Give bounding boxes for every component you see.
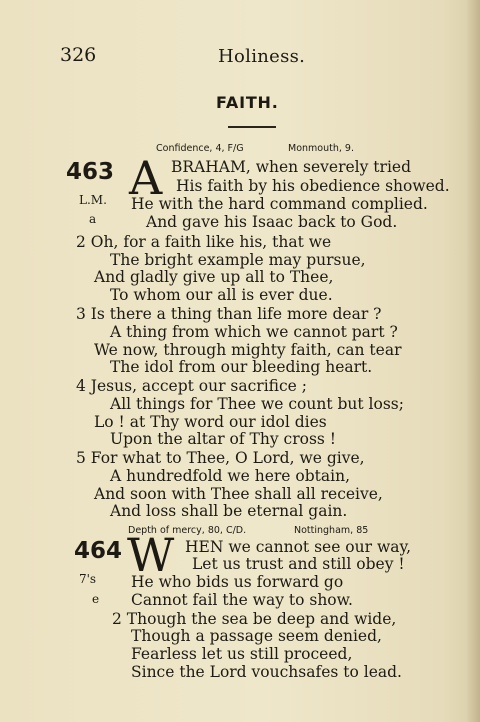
verse-line: Lo ! at Thy word our idol dies	[94, 413, 327, 431]
verse-line: Since the Lord vouchsafes to lead.	[131, 663, 402, 681]
page-number: 326	[60, 44, 97, 66]
verse-line: HEN we cannot see our way,	[185, 538, 412, 556]
page-edge-shadow	[466, 0, 480, 722]
key-label: a	[89, 212, 97, 226]
verse-line: His faith by his obedience showed.	[176, 177, 450, 195]
section-title: FAITH.	[216, 93, 279, 112]
verse-line: A thing from which we cannot part ?	[110, 323, 398, 341]
tune-alt: Monmouth, 9.	[288, 143, 354, 154]
verse-line: A hundredfold we here obtain,	[110, 467, 350, 485]
verse-line: 3 Is there a thing than life more dear ?	[76, 305, 382, 323]
verse-line: Let us trust and still obey !	[192, 555, 405, 573]
key-label: e	[92, 592, 100, 606]
verse-line: BRAHAM, when severely tried	[171, 158, 411, 176]
verse-line: Fearless let us still proceed,	[131, 645, 353, 663]
verse-line: 4 Jesus, accept our sacrifice ;	[76, 377, 308, 395]
tune-info: Confidence, 4, F/G	[156, 143, 244, 154]
hymn-number: 463	[66, 159, 115, 185]
tune-info: Depth of mercy, 80, C/D.	[128, 525, 247, 536]
verse-line: 2 Oh, for a faith like his, that we	[76, 233, 332, 251]
verse-line: We now, through mighty faith, can tear	[94, 341, 402, 359]
verse-line: To whom our all is ever due.	[110, 286, 333, 304]
verse-line: He who bids us forward go	[131, 573, 344, 591]
verse-line: Cannot fail the way to show.	[131, 591, 353, 609]
verse-line: The bright example may pursue,	[110, 251, 366, 269]
verse-line: And gave his Isaac back to God.	[146, 213, 398, 231]
verse-line: All things for Thee we count but loss;	[110, 395, 404, 413]
verse-line: The idol from our bleeding heart.	[110, 358, 373, 376]
verse-line: Upon the altar of Thy cross !	[110, 430, 337, 448]
verse-line: And gladly give up all to Thee,	[94, 268, 334, 286]
verse-line: He with the hard command complied.	[131, 195, 428, 213]
tune-alt: Nottingham, 85	[294, 525, 369, 536]
hymn-number: 464	[74, 538, 123, 564]
drop-cap: A	[129, 151, 163, 205]
verse-line: 5 For what to Thee, O Lord, we give,	[76, 449, 365, 467]
verse-line: 2 Though the sea be deep and wide,	[112, 610, 397, 628]
verse-line: Though a passage seem denied,	[131, 627, 382, 645]
verse-line: And soon with Thee shall all receive,	[94, 485, 383, 503]
verse-line: And loss shall be eternal gain.	[110, 502, 348, 520]
meter-label: L.M.	[79, 193, 107, 207]
running-header: Holiness.	[218, 46, 306, 67]
title-rule	[228, 126, 276, 128]
meter-label: 7's	[79, 572, 97, 586]
drop-cap: W	[127, 528, 175, 582]
